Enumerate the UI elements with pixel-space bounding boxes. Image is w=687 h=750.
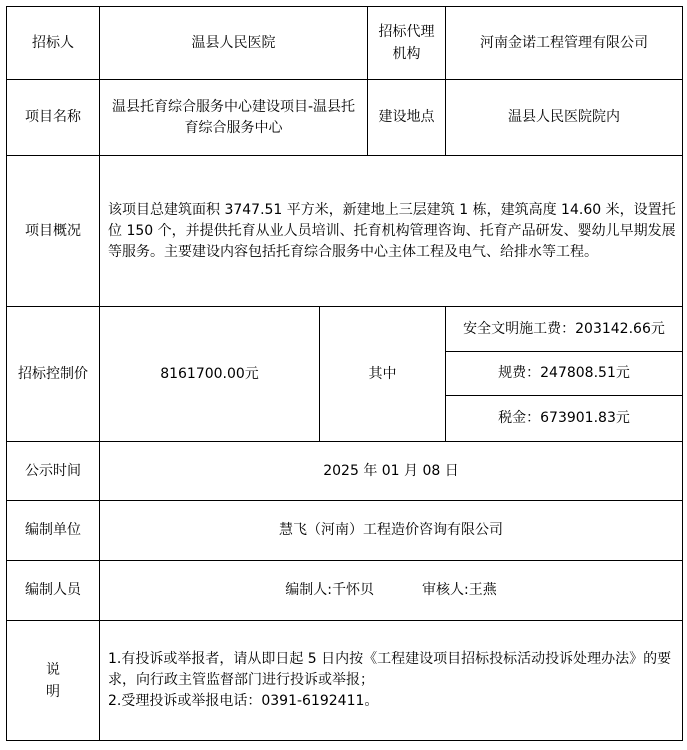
agency-label-line2: 机构: [392, 46, 421, 62]
agency-label: [368, 7, 446, 80]
row-overview: [7, 156, 683, 307]
row-control-price-1: [7, 307, 683, 352]
editor-name: 编制人:千怀贝: [285, 582, 374, 598]
publicity-time-value: 2025 年 01 月 08 日: [100, 442, 683, 501]
row-tenderer: [7, 7, 683, 80]
compiler-unit-value: 慧飞（河南）工程造价咨询有限公司: [100, 501, 683, 561]
compiler-person-value: [100, 561, 683, 621]
notes-label: [7, 621, 100, 741]
notes-label-line1: 说: [46, 661, 60, 678]
compiler-person-label: 编制人员: [7, 561, 100, 621]
location-value: 温县人民医院院内: [446, 80, 683, 156]
agency-label-line1: 招标代理: [378, 24, 435, 40]
notes-label-line2: 明: [46, 683, 60, 700]
project-name-label: 项目名称: [7, 80, 100, 156]
compiler-unit-label: 编制单位: [7, 501, 100, 561]
overview-label: 项目概况: [7, 156, 100, 307]
row-notes: [7, 621, 683, 741]
tenderer-value: 温县人民医院: [100, 7, 368, 80]
notes-line-1: 1.有投诉或举报者，请从即日起 5 日内按《工程建设项目招标投标活动投诉处理办法》的要求，向行政主管监督部门进行投诉或举报；: [108, 651, 672, 688]
tenderer-label: 招标人: [7, 7, 100, 80]
row-compiler-person: [7, 561, 683, 621]
control-price-value: 8161700.00元: [100, 307, 320, 442]
project-name-value: 温县托育综合服务中心建设项目-温县托育综合服务中心: [100, 80, 368, 156]
notes-line-2: 2.受理投诉或举报电话：0391-6192411。: [108, 693, 379, 709]
reviewer-name: 审核人:王燕: [422, 582, 497, 598]
control-price-label: 招标控制价: [7, 307, 100, 442]
overview-value: 该项目总建筑面积 3747.51 平方米，新建地上三层建筑 1 栋，建筑高度 14.60 米，设置托位 150 个，并提供托育从业人员培训、托育机构管理咨询、托育产品研发、婴幼儿早期发展等服务。主要建设内容包括托育综合服务中心主体工程及电气、给排水等工程。: [100, 156, 683, 307]
publicity-time-label: 公示时间: [7, 442, 100, 501]
bid-info-table: [6, 6, 683, 741]
notes-content: [100, 621, 683, 741]
among-label: 其中: [320, 307, 446, 442]
agency-value: 河南金诺工程管理有限公司: [446, 7, 683, 80]
regulation-fee: 规费：247808.51元: [446, 352, 683, 396]
row-project-name: [7, 80, 683, 156]
tax-value: 税金：673901.83元: [446, 396, 683, 442]
row-compiler-unit: [7, 501, 683, 561]
row-publicity-time: [7, 442, 683, 501]
safety-fee: 安全文明施工费：203142.66元: [446, 307, 683, 352]
location-label: 建设地点: [368, 80, 446, 156]
